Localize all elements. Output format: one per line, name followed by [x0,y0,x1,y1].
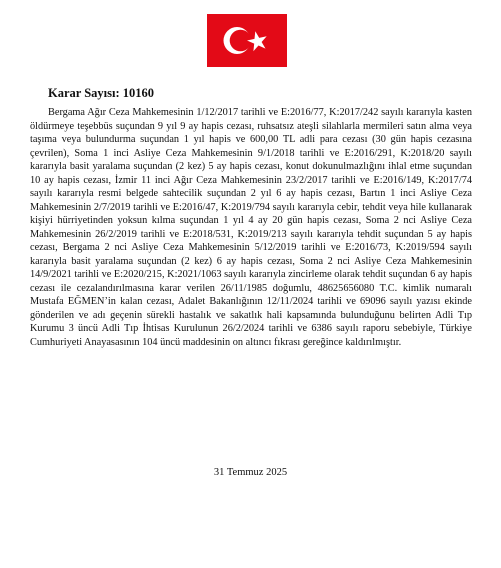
decision-number: Karar Sayısı: 10160 [48,86,155,100]
decision-date: 31 Temmuz 2025 [213,467,288,478]
decision-body-text: Bergama Ağır Ceza Mahkemesinin 1/12/2017 tarihli ve E:2016/77, K:2017/242 sayılı kararıyla kasten öldürmeye teşebbüs suçundan 9 yıl 9 ay hapis cezası, ruhsatsız ateşli silahlarla mermileri satın alma veya taşıma veya bulundurma suçundan 1 yıl hapis ve 600,00 TL adli para cezası (30 gün hapis cezasına çevrilen), Soma 1 inci Asliye Ceza Mahkemesinin 9/1/2018 tarihli ve E:2016/291, K:2018/20 sayılı kararıyla basit yaralama suçundan (2 kez) 5 ay hapis cezası, konut dokunulmazlığını ihlal etme suçundan 10 ay hapis cezası, İzmir 11 inci Ağır Ceza Mahkemesinin 23/2/2017 tarihli ve E:2016/149, K:2017/74 sayılı kararıyla resmi belgede sahtecilik suçundan 2 yıl 6 ay hapis cezası, Bartın 1 inci Asliye Ceza Mahkemesinin 2/7/2019 tarihli ve E:2016/47, K:2019/794 sayılı kararıyla cebir, tehdit veya hile kullanarak kişiyi hürriyetinden yoksun kılma suçundan 1 yıl 4 ay 20 gün hapis cezası, Soma 2 nci Asliye Ceza Mahkemesinin 26/2/2019 tarihli ve E:2018/531, K:2019/213 sayılı kararıyla tehdit suçundan 5 ay hapis cezası, Bergama 2 nci Asliye Ceza Mahkemesinin 5/12/2019 tarihli ve E:2016/73, K:2019/594 sayılı kararıyla basit yaralama suçundan (2 kez) 6 ay hapis cezası, Soma 2 nci Asliye Ceza Mahkemesinin 14/9/2021 tarihli ve E:2020/215, K:2021/1063 sayılı kararıyla zincirleme olarak tehdit suçundan 6 ay hapis cezası ile cezalandırılmasına karar verilen 26/11/1985 doğumlu, 48625656080 T.C. kimlik numaralı Mustafa EĞMEN’in kalan cezası, Adalet Bakanlığının 12/11/2024 tarihli ve 69096 sayılı yazısı ekinde gönderilen ve adı geçenin sürekli hastalık ve sakatlık hali kapsamında bulunduğunu belirten Adli Tıp Kurumu 3 üncü Adli Tıp İhtisas Kurulunun 26/2/2024 tarihli ve 6386 sayılı raporu sebebiyle, Türkiye Cumhuriyeti Anayasasının 104 üncü maddesinin on altıncı fıkrası gereğince kaldırılmıştır. [30,107,472,348]
turkish-flag-icon [207,14,287,67]
